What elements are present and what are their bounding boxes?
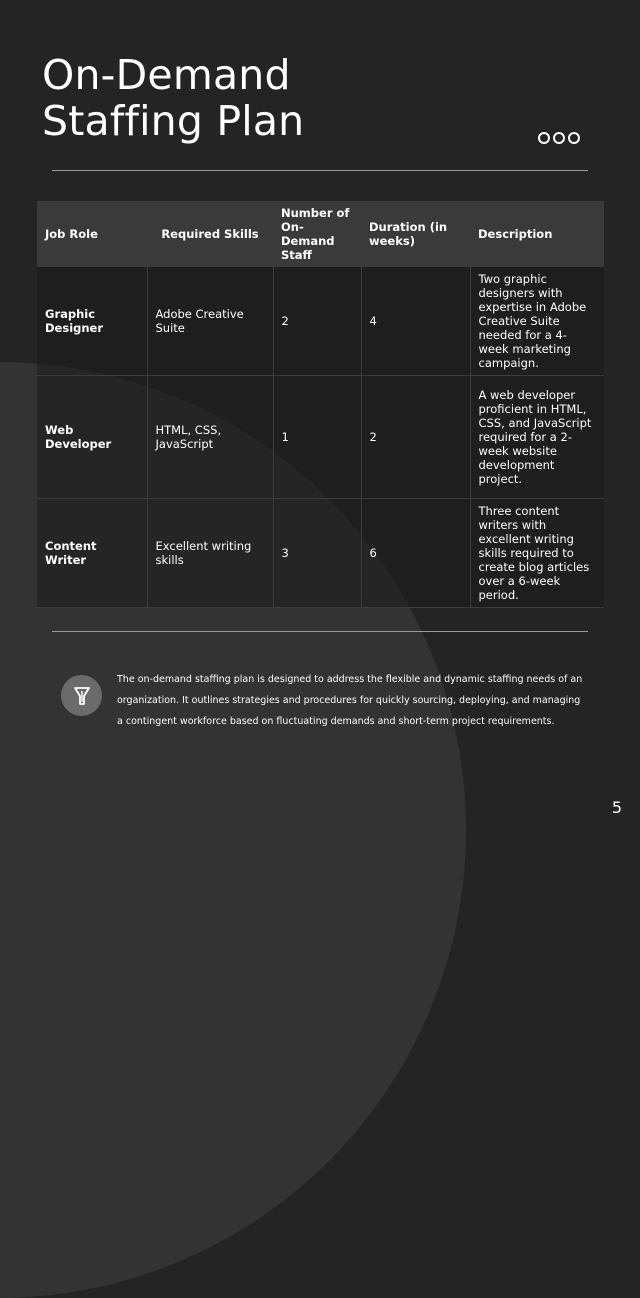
staffing-table	[37, 201, 604, 608]
tool-icon-glyph	[71, 685, 93, 707]
cell-required-skills: Excellent writing skills	[147, 499, 273, 608]
top-divider	[52, 170, 588, 171]
title-line-2: Staffing Plan	[42, 97, 305, 145]
page-title	[42, 52, 304, 144]
bottom-divider	[52, 631, 588, 632]
more-dots-icon	[538, 132, 580, 144]
cell-duration: 4	[361, 267, 470, 376]
table-header-row	[37, 201, 604, 267]
header-required-skills: Required Skills	[147, 201, 273, 267]
page-number: 5	[611, 798, 622, 817]
header-description: Description	[470, 201, 604, 267]
header-number-of-staff: Number of On-Demand Staff	[273, 201, 361, 267]
cell-description: A web developer proficient in HTML, CSS, and JavaScript required for a 2-week website development project.	[470, 376, 604, 499]
table-row	[37, 376, 604, 499]
cell-required-skills: HTML, CSS, JavaScript	[147, 376, 273, 499]
header-duration: Duration (in weeks)	[361, 201, 470, 267]
tool-icon	[61, 675, 102, 716]
header-job-role: Job Role	[37, 201, 147, 267]
cell-description: Two graphic designers with expertise in Adobe Creative Suite needed for a 4-week marketing campaign.	[470, 267, 604, 376]
dot-icon	[538, 132, 550, 144]
cell-job-role: Web Developer	[37, 376, 147, 499]
cell-staff-count: 1	[273, 376, 361, 499]
title-line-1: On-Demand	[42, 51, 291, 99]
cell-staff-count: 3	[273, 499, 361, 608]
cell-required-skills: Adobe Creative Suite	[147, 267, 273, 376]
cell-job-role: Content Writer	[37, 499, 147, 608]
cell-staff-count: 2	[273, 267, 361, 376]
cell-duration: 6	[361, 499, 470, 608]
cell-description: Three content writers with excellent writing skills required to create blog articles over a 6-week period.	[470, 499, 604, 608]
cell-job-role: Graphic Designer	[37, 267, 147, 376]
table-row	[37, 267, 604, 376]
dot-icon	[553, 132, 565, 144]
dot-icon	[568, 132, 580, 144]
plan-description: The on-demand staffing plan is designed to address the flexible and dynamic staffing needs of an organization. It outlines strategies and procedures for quickly sourcing, deploying, and managing a contingent workforce based on fluctuating demands and short-term project requirements.	[117, 674, 583, 727]
table-row	[37, 499, 604, 608]
cell-duration: 2	[361, 376, 470, 499]
